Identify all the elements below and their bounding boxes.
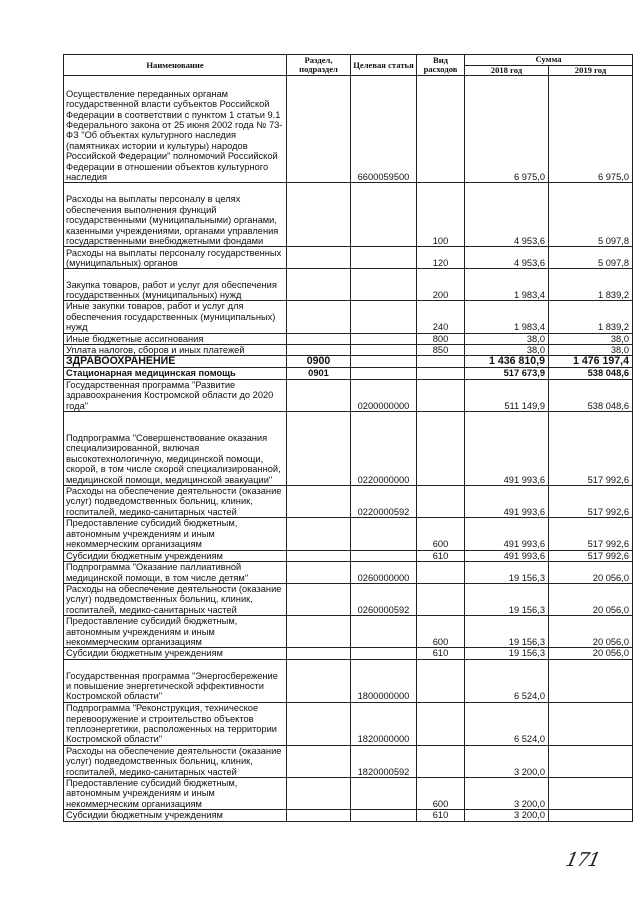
budget-table [63,54,633,822]
table-row [64,412,633,486]
table-row [64,269,633,301]
cell-type [417,356,465,368]
cell-sum-2019: 20 056,0 [549,648,633,659]
table-row [64,659,633,702]
table-row [64,379,633,411]
cell-type [417,76,465,183]
cell-sum-2018: 38,0 [465,333,549,344]
cell-target [351,648,417,659]
cell-type: 600 [417,518,465,550]
cell-target [351,301,417,333]
cell-target: 0220000000 [351,412,417,486]
header-sum: Сумма [465,55,633,66]
cell-section [287,810,351,821]
cell-type: 200 [417,269,465,301]
cell-type [417,659,465,702]
cell-type [417,368,465,379]
table-row [64,76,633,183]
cell-sum-2018: 491 993,6 [465,518,549,550]
cell-name: Субсидии бюджетным учреждениям [64,550,287,561]
cell-name: Подпрограмма "Реконструкция, техническое перевооружение и строительство объектов теплоэнергетики, расположенных на территории Костромской области" [64,702,287,745]
cell-target: 1820000592 [351,745,417,777]
cell-target: 0260000000 [351,561,417,583]
table-body [64,76,633,821]
table-row [64,518,633,550]
cell-target [351,356,417,368]
cell-name: Расходы на обеспечение деятельности (оказание услуг) подведомственных больниц, клиник, госпиталей, медико-санитарных частей [64,486,287,518]
cell-name: ЗДРАВООХРАНЕНИЕ [64,356,287,368]
header-type: Вид расходов [417,55,465,76]
cell-name: Предоставление субсидий бюджетным, автономным учреждениям и иным некоммерческим организациям [64,616,287,648]
cell-type: 610 [417,648,465,659]
cell-name: Субсидии бюджетным учреждениям [64,648,287,659]
cell-name: Расходы на выплаты персоналу государственных (муниципальных) органов [64,247,287,269]
header-year-2018: 2018 год [465,66,549,76]
cell-type [417,379,465,411]
cell-type [417,583,465,615]
cell-target: 1820000000 [351,702,417,745]
table-row [64,368,633,379]
cell-type: 800 [417,333,465,344]
cell-section [287,561,351,583]
cell-sum-2019 [549,702,633,745]
cell-sum-2019: 20 056,0 [549,561,633,583]
table-row [64,561,633,583]
cell-target [351,368,417,379]
cell-section [287,333,351,344]
table-row [64,745,633,777]
cell-name: Закупка товаров, работ и услуг для обеспечения государственных (муниципальных) нужд [64,269,287,301]
cell-section [287,702,351,745]
cell-type [417,702,465,745]
table-row [64,777,633,809]
cell-section [287,583,351,615]
cell-type: 100 [417,183,465,247]
table-row [64,486,633,518]
cell-target [351,616,417,648]
header-name: Наименование [64,55,287,76]
cell-sum-2019: 517 992,6 [549,486,633,518]
cell-target [351,183,417,247]
cell-target: 0260000592 [351,583,417,615]
cell-sum-2019: 1 839,2 [549,301,633,333]
cell-target [351,333,417,344]
cell-section [287,247,351,269]
cell-sum-2018: 491 993,6 [465,486,549,518]
cell-section [287,183,351,247]
cell-target: 1800000000 [351,659,417,702]
table-row [64,356,633,368]
cell-sum-2018: 511 149,9 [465,379,549,411]
cell-sum-2018: 6 975,0 [465,76,549,183]
cell-sum-2018: 1 436 810,9 [465,356,549,368]
cell-sum-2018: 3 200,0 [465,777,549,809]
cell-sum-2019: 1 839,2 [549,269,633,301]
table-row [64,183,633,247]
cell-section [287,76,351,183]
cell-name: Расходы на обеспечение деятельности (оказание услуг) подведомственных больниц, клиник, госпиталей, медико-санитарных частей [64,583,287,615]
cell-section [287,745,351,777]
cell-section [287,616,351,648]
cell-name: Субсидии бюджетным учреждениям [64,810,287,821]
cell-type: 610 [417,810,465,821]
cell-section [287,777,351,809]
cell-sum-2018: 4 953,6 [465,183,549,247]
cell-section [287,412,351,486]
cell-sum-2019: 517 992,6 [549,412,633,486]
cell-name: Иные закупки товаров, работ и услуг для обеспечения государственных (муниципальных) нужд [64,301,287,333]
cell-name: Расходы на выплаты персоналу в целях обеспечения выполнения функций государственными (муниципальными) органами, казенными учреждениями, органами управления государственными внебюджетными фондами [64,183,287,247]
cell-section [287,648,351,659]
table-row [64,616,633,648]
cell-target [351,269,417,301]
cell-sum-2018: 6 524,0 [465,659,549,702]
table-row [64,333,633,344]
cell-sum-2018: 19 156,3 [465,583,549,615]
cell-section [287,269,351,301]
table-row [64,550,633,561]
cell-sum-2018: 4 953,6 [465,247,549,269]
cell-type: 600 [417,777,465,809]
header-target: Целевая статья [351,55,417,76]
cell-sum-2019: 38,0 [549,345,633,356]
cell-sum-2018: 491 993,6 [465,550,549,561]
cell-sum-2019 [549,745,633,777]
cell-sum-2019 [549,777,633,809]
table-row [64,247,633,269]
cell-name: Осуществление переданных органам государственной власти субъектов Российской Федерации в соответствии с пунктом 1 статьи 9.1 Федерального закона от 25 июня 2002 года № 73-ФЗ "Об объектах культурного наследия (памятниках истории и культуры) народов Российской Федерации" полномочий Российской Федерации в отношении объектов культурного наследия [64,76,287,183]
cell-name: Предоставление субсидий бюджетным, автономным учреждениям и иным некоммерческим организациям [64,518,287,550]
cell-sum-2019: 517 992,6 [549,550,633,561]
cell-type: 610 [417,550,465,561]
cell-sum-2019: 20 056,0 [549,616,633,648]
cell-sum-2018: 19 156,3 [465,616,549,648]
page-number: 171 [563,849,602,871]
table-row [64,648,633,659]
cell-name: Расходы на обеспечение деятельности (оказание услуг) подведомственных больниц, клиник, госпиталей, медико-санитарных частей [64,745,287,777]
cell-section [287,301,351,333]
table-header [64,55,633,76]
cell-type: 850 [417,345,465,356]
cell-sum-2019 [549,659,633,702]
cell-sum-2019 [549,810,633,821]
cell-sum-2018: 38,0 [465,345,549,356]
cell-sum-2018: 6 524,0 [465,702,549,745]
cell-name: Предоставление субсидий бюджетным, автономным учреждениям и иным некоммерческим организациям [64,777,287,809]
cell-section: 0900 [287,356,351,368]
header-section: Раздел, подраздел [287,55,351,76]
cell-name: Подпрограмма "Оказание паллиативной медицинской помощи, в том числе детям" [64,561,287,583]
cell-type [417,486,465,518]
cell-type: 240 [417,301,465,333]
cell-target [351,518,417,550]
cell-sum-2018: 3 200,0 [465,745,549,777]
cell-sum-2018: 19 156,3 [465,561,549,583]
table-row [64,810,633,821]
cell-section [287,550,351,561]
cell-name: Иные бюджетные ассигнования [64,333,287,344]
table-row [64,583,633,615]
cell-target [351,810,417,821]
cell-sum-2019: 1 476 197,4 [549,356,633,368]
cell-section [287,345,351,356]
cell-name: Подпрограмма "Совершенствование оказания специализированной, включая высокотехнологичную, медицинской помощи, скорой, в том числе скорой специализированной, медицинской помощи, медицинской эвакуации" [64,412,287,486]
cell-section [287,486,351,518]
cell-sum-2018: 19 156,3 [465,648,549,659]
cell-section [287,518,351,550]
cell-sum-2019: 5 097,8 [549,183,633,247]
cell-sum-2018: 3 200,0 [465,810,549,821]
cell-section [287,659,351,702]
table-row [64,345,633,356]
cell-sum-2018: 1 983,4 [465,301,549,333]
cell-target [351,777,417,809]
cell-name: Государственная программа "Энергосбережение и повышение энергетической эффективности Костромской области" [64,659,287,702]
cell-sum-2018: 517 673,9 [465,368,549,379]
cell-sum-2019: 538 048,6 [549,379,633,411]
cell-name: Стационарная медицинская помощь [64,368,287,379]
table-row [64,301,633,333]
cell-target: 6600059500 [351,76,417,183]
cell-type [417,561,465,583]
cell-section [287,379,351,411]
cell-sum-2018: 491 993,6 [465,412,549,486]
header-year-2019: 2019 год [549,66,633,76]
table-row [64,702,633,745]
cell-sum-2019: 20 056,0 [549,583,633,615]
cell-sum-2019: 517 992,6 [549,518,633,550]
cell-target [351,550,417,561]
cell-sum-2019: 6 975,0 [549,76,633,183]
cell-target: 0220000592 [351,486,417,518]
cell-type: 120 [417,247,465,269]
cell-sum-2019: 538 048,6 [549,368,633,379]
cell-sum-2018: 1 983,4 [465,269,549,301]
cell-type [417,745,465,777]
cell-target [351,247,417,269]
cell-type [417,412,465,486]
cell-target [351,345,417,356]
cell-type: 600 [417,616,465,648]
cell-name: Государственная программа "Развитие здравоохранения Костромской области до 2020 года" [64,379,287,411]
cell-section: 0901 [287,368,351,379]
cell-name: Уплата налогов, сборов и иных платежей [64,345,287,356]
cell-target: 0200000000 [351,379,417,411]
cell-sum-2019: 38,0 [549,333,633,344]
cell-sum-2019: 5 097,8 [549,247,633,269]
